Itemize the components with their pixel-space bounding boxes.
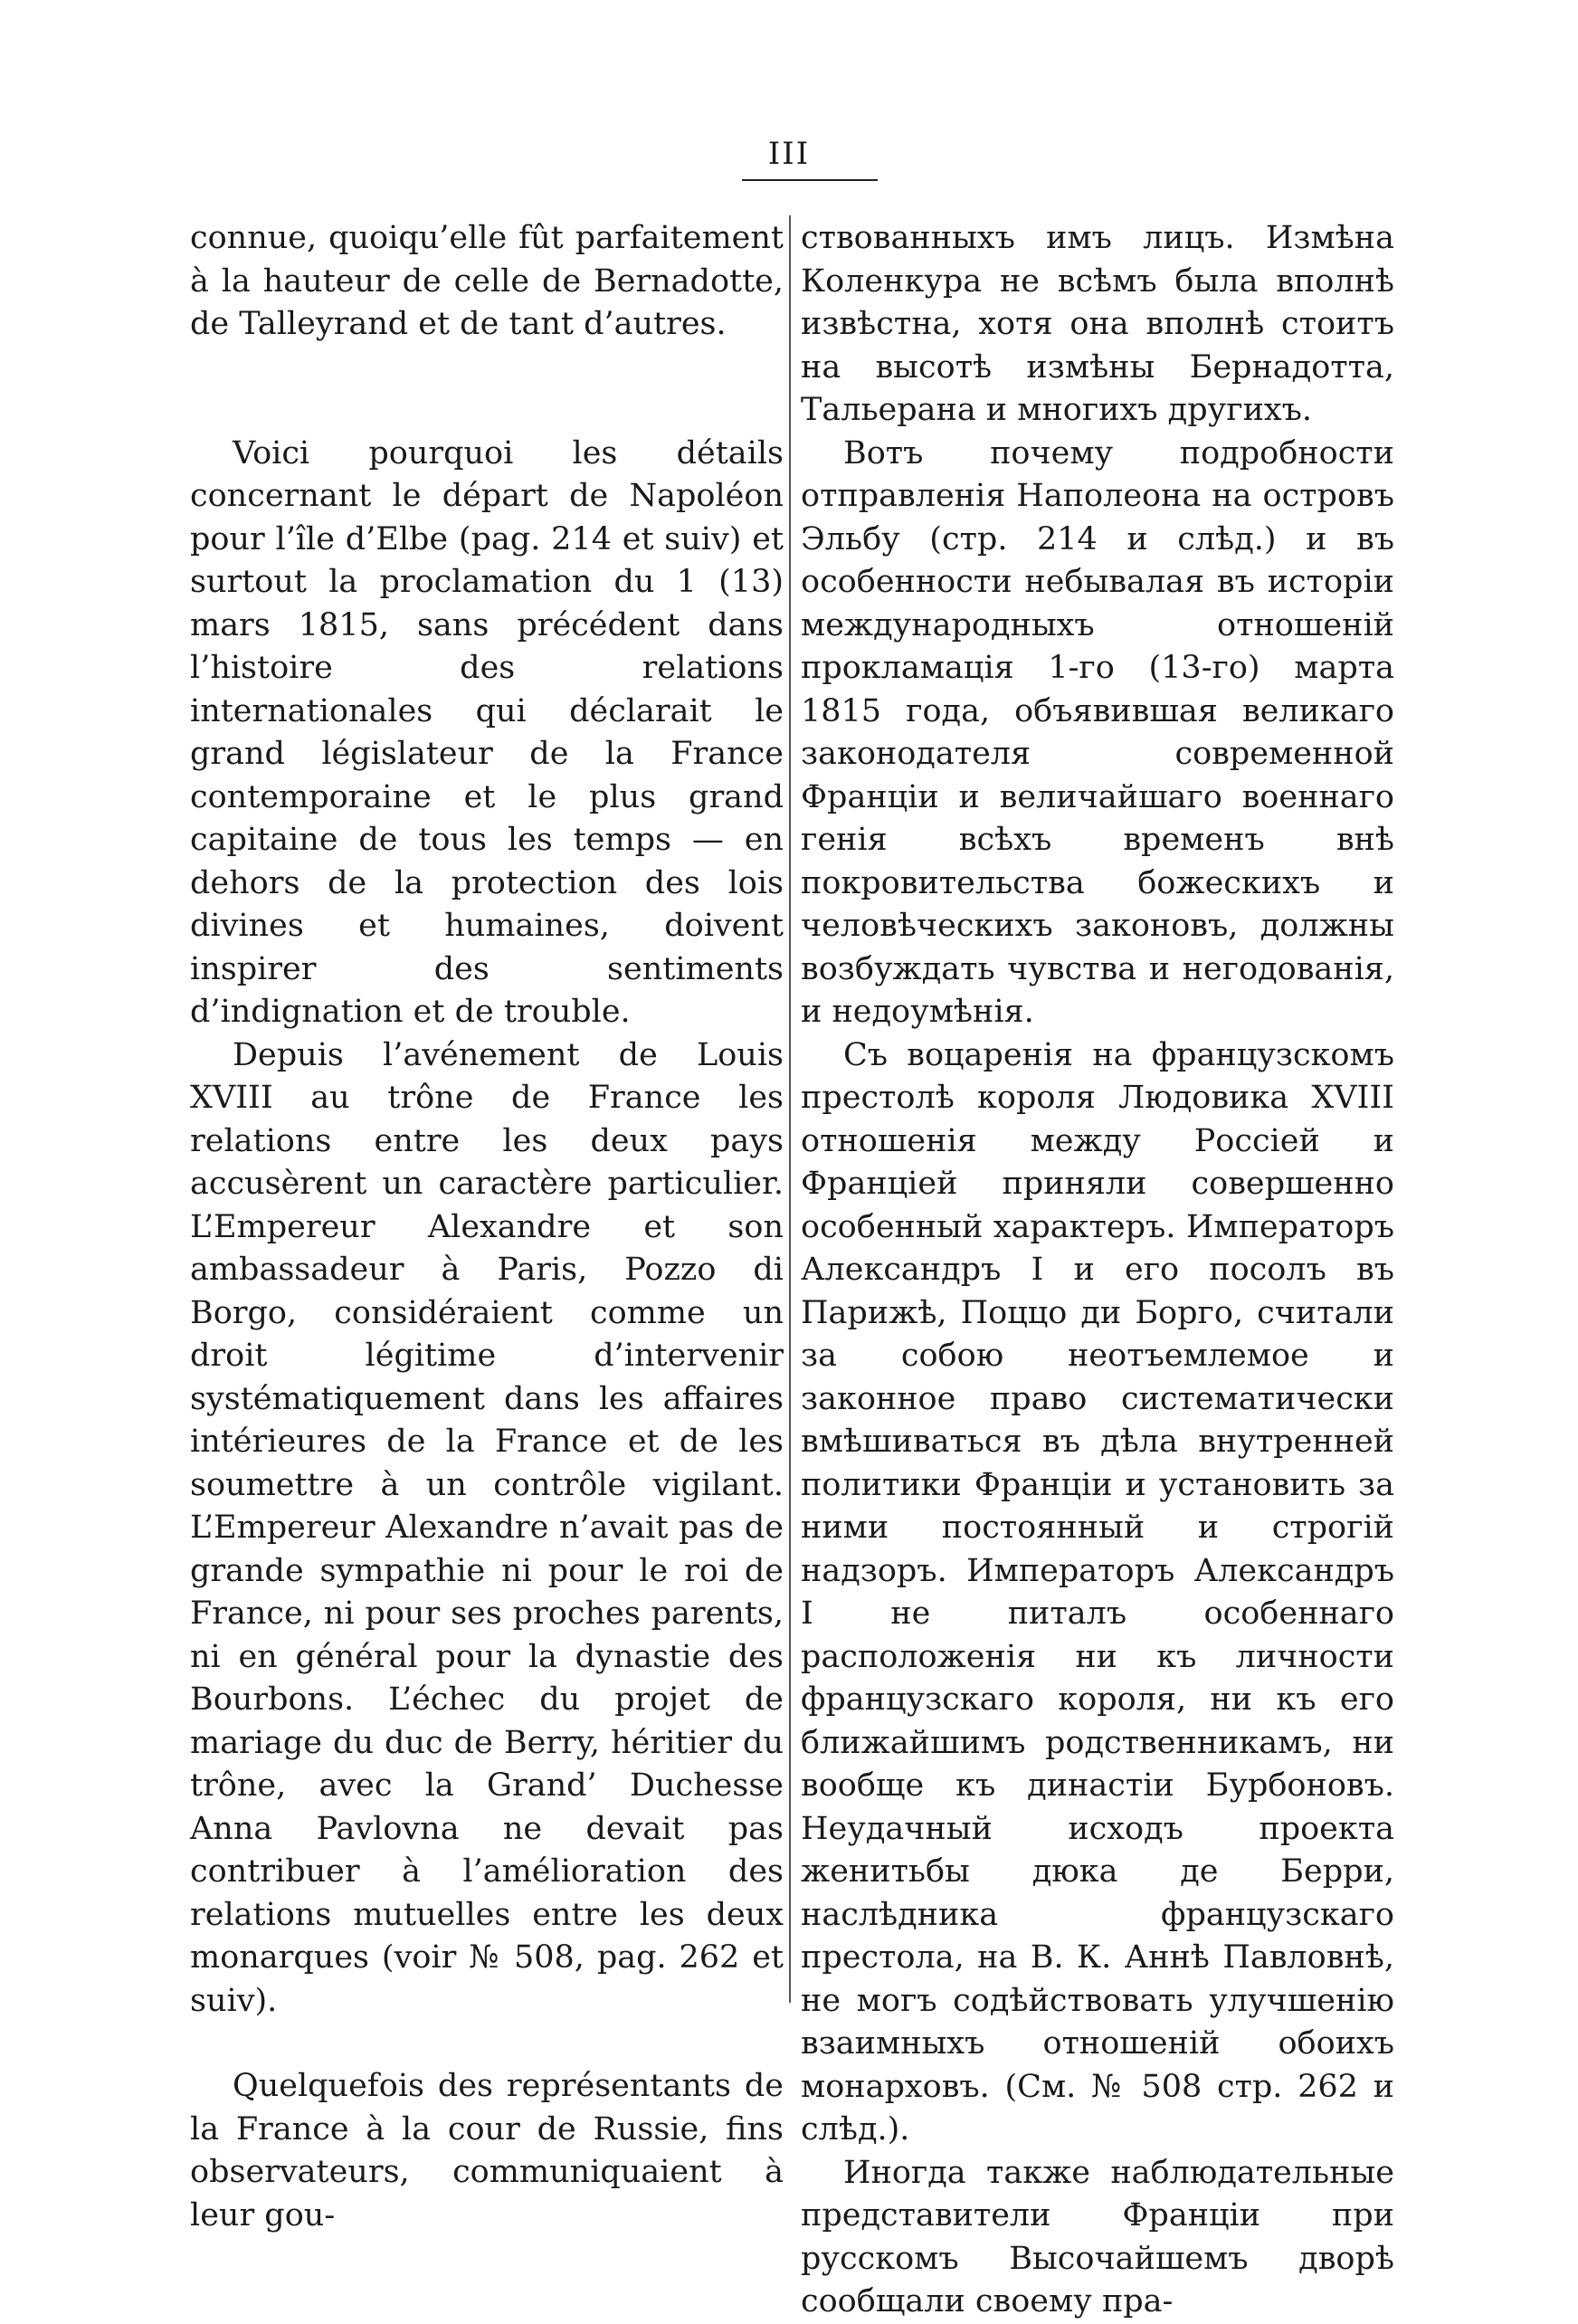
russian-paragraph-1: ствованныхъ имъ лицъ. Измѣна Коленкура не всѣмъ была вполнѣ извѣстна, хотя она вполнѣ стоитъ на высотѣ измѣны Бернадотта, Тальерана и многихъ другихъ. <box>801 220 1394 428</box>
russian-paragraph-3: Съ воцаренія на французскомъ престолѣ короля Людовика XVIII отношенія между Россіей и Франціей приняли совершенно особенный характеръ. Императоръ Александръ I и его посолъ въ Парижѣ, Поццо ди Борго, считали за собою неотъемлемое и законное право систематически вмѣшиваться въ дѣла внутренней политики Франціи и установить за ними постоянный и строгій надзоръ. Императоръ Александръ I не питалъ особеннаго расположенія ни къ личности французскаго короля, ни къ его ближайшимъ родственникамъ, ни вообще къ династіи Бурбоновъ. Неудачный исходъ проекта женитьбы дюка де Берри, наслѣдника французскаго престола, на В. К. Аннѣ Павловнѣ, не могъ содѣйствовать улучшенію взаимныхъ отношеній обоихъ монарховъ. (См. № 508 стр. 262 и слѣд.). <box>801 1036 1394 2148</box>
french-paragraph-1: connue, quoiqu’elle fût parfaitement à la hauteur de celle de Bernadotte, de Talleyrand et de tant d’autres. <box>190 220 784 342</box>
french-paragraph-4: Quelquefois des représentants de la France à la cour de Russie, fins observateurs, communiquaient à leur gou- <box>190 2068 784 2234</box>
russian-column <box>801 217 1394 2324</box>
column-divider <box>789 215 791 2003</box>
russian-paragraph-2: Вотъ почему подробности отправленія Наполеона на островъ Эльбу (стр. 214 и слѣд.) и въ особенности небывалая въ исторіи международныхъ отношеній прокламація 1-го (13-го) марта 1815 года, объявившая великаго законодателя современной Франціи и величайшаго военнаго генія всѣхъ временъ внѣ покровительства божескихъ и человѣческихъ законовъ, должны возбуждать чувства и негодованія, и недоумѣнія. <box>801 434 1394 1030</box>
french-column <box>190 217 784 2237</box>
french-paragraph-2: Voici pourquoi les détails concernant le départ de Napoléon pour l’île d’Elbe (pag. 214 et suiv) et surtout la proclamation du 1 (13) mars 1815, sans précédent dans l’histoire des relations internationales qui déclarait le grand législateur de la France contemporaine et le plus grand capitaine de tous les temps — en dehors de la protection des lois divines et humaines, doivent inspirer des sentiments d’indignation et de trouble. <box>190 434 784 1030</box>
french-paragraph-3: Depuis l’avénement de Louis XVIII au trône de France les relations entre les deux pays accusèrent un caractère particulier. L’Empereur Alexandre et son ambassadeur à Paris, Pozzo di Borgo, considéraient comme un droit légitime d’intervenir systématiquement dans les affaires intérieures de la France et de les soumettre à un contrôle vigilant. L’Empereur Alexandre n’avait pas de grande sympathie ni pour le roi de France, ni pour ses proches parents, ni en général pour la dynastie des Bourbons. L’échec du projet de mariage du duc de Berry, héritier du trône, avec la Grand’ Duchesse Anna Pavlovna ne devait pas contribuer à l’amélioration des relations mutuelles entre les deux monarques (voir № 508, pag. 262 et suiv). <box>190 1036 784 2019</box>
page-number-rule <box>742 179 878 181</box>
russian-paragraph-4: Иногда также наблюдательные представители Франціи при русскомъ Высочайшемъ дворѣ сообщали своему пра- <box>801 2154 1394 2319</box>
page-number: III <box>767 136 811 172</box>
